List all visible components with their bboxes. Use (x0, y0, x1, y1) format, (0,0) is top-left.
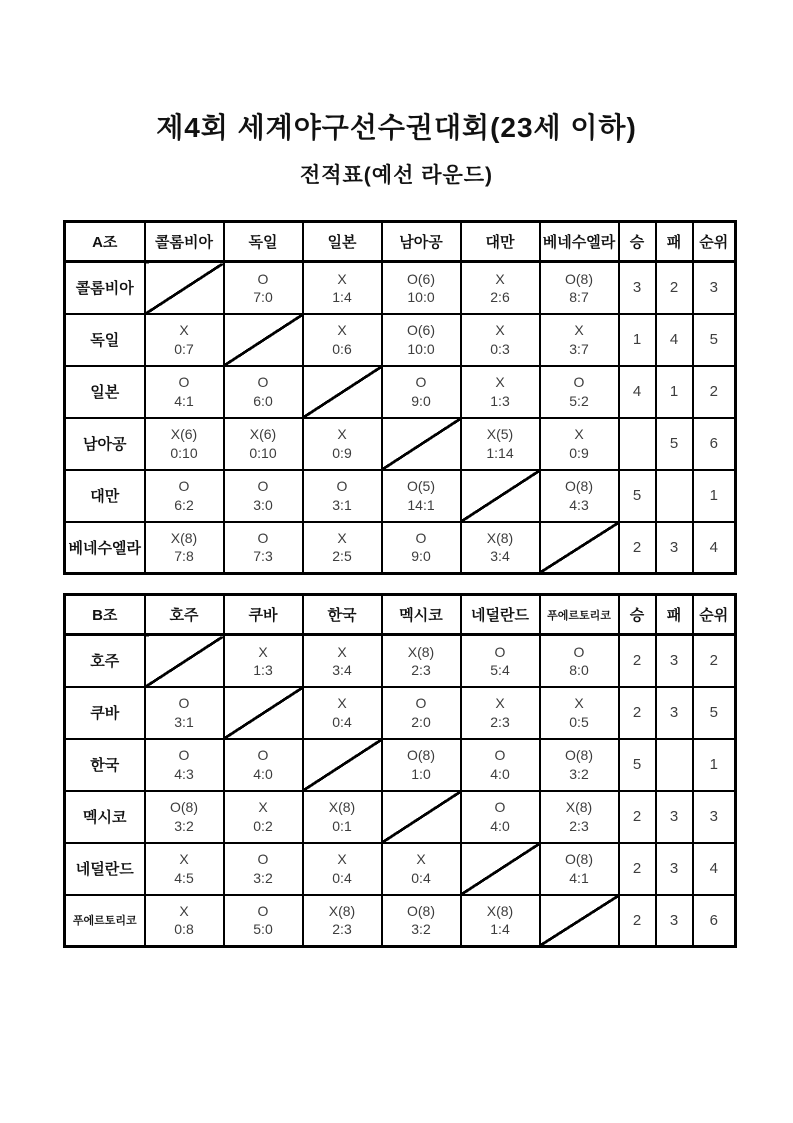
match-result: X (495, 695, 505, 712)
team-column-header: 일본 (303, 222, 382, 262)
team-row (65, 418, 736, 470)
match-result: X (495, 374, 505, 391)
losses-cell: 3 (656, 843, 693, 895)
match-result: O (573, 643, 585, 660)
match-cell (224, 262, 303, 314)
losses-cell (656, 739, 693, 791)
self-cell (303, 739, 382, 791)
match-cell (145, 314, 224, 366)
match-score: 5:0 (253, 921, 273, 938)
match-cell (540, 843, 619, 895)
match-result: X (179, 851, 189, 868)
match-result: O(8) (170, 799, 198, 816)
match-cell (145, 895, 224, 947)
rank-cell: 1 (693, 470, 736, 522)
match-cell (382, 687, 461, 739)
wins-cell: 2 (619, 843, 656, 895)
team-row (65, 843, 736, 895)
losses-cell: 3 (656, 687, 693, 739)
team-column-header: 대만 (461, 222, 540, 262)
rank-cell: 4 (693, 522, 736, 574)
rank-cell: 3 (693, 791, 736, 843)
match-result: O (415, 374, 427, 391)
match-score: 10:0 (407, 288, 435, 305)
self-cell (145, 262, 224, 314)
match-score: 2:5 (332, 548, 352, 565)
team-row (65, 262, 736, 314)
team-column-header: 콜롬비아 (145, 222, 224, 262)
match-cell (382, 843, 461, 895)
match-score: 8:7 (569, 288, 589, 305)
team-row-label: 콜롬비아 (65, 262, 145, 314)
match-score: 0:2 (253, 817, 273, 834)
match-score: 3:2 (253, 869, 273, 886)
losses-cell: 3 (656, 635, 693, 687)
match-result: O(8) (565, 747, 593, 764)
rank-cell: 1 (693, 739, 736, 791)
match-cell (540, 470, 619, 522)
match-result: X (495, 270, 505, 287)
match-result: O (178, 374, 190, 391)
losses-cell: 3 (656, 522, 693, 574)
match-cell (145, 791, 224, 843)
team-column-header: 네덜란드 (461, 595, 540, 635)
match-score: 10:0 (407, 340, 435, 357)
match-score: 3:4 (490, 548, 510, 565)
match-cell (540, 314, 619, 366)
match-result: X (337, 851, 347, 868)
match-score: 1:4 (490, 921, 510, 938)
match-score: 5:4 (490, 661, 510, 678)
match-score: 3:4 (332, 661, 352, 678)
match-cell (382, 470, 461, 522)
match-score: 0:10 (170, 444, 198, 461)
wins-cell: 2 (619, 635, 656, 687)
match-result: X (337, 322, 347, 339)
team-column-header: 쿠바 (224, 595, 303, 635)
match-result: X(8) (486, 903, 514, 920)
match-result: X(6) (170, 426, 198, 443)
rank-cell: 4 (693, 843, 736, 895)
match-cell (224, 635, 303, 687)
match-cell (303, 418, 382, 470)
match-cell (145, 739, 224, 791)
match-cell (303, 522, 382, 574)
match-cell (461, 418, 540, 470)
team-row (65, 895, 736, 947)
match-result: O (494, 747, 506, 764)
match-cell (224, 522, 303, 574)
match-score: 14:1 (407, 496, 435, 513)
match-cell (224, 366, 303, 418)
self-cell (145, 635, 224, 687)
team-column-header: 한국 (303, 595, 382, 635)
match-cell (382, 262, 461, 314)
tables-area (63, 220, 793, 948)
match-cell (224, 843, 303, 895)
rank-cell: 5 (693, 687, 736, 739)
match-score: 7:3 (253, 548, 273, 565)
team-column-header: 베네수엘라 (540, 222, 619, 262)
match-cell (461, 791, 540, 843)
losses-cell (656, 470, 693, 522)
losses-cell: 3 (656, 791, 693, 843)
team-row (65, 739, 736, 791)
losses-header: 패 (656, 222, 693, 262)
wins-cell: 2 (619, 791, 656, 843)
match-cell (224, 791, 303, 843)
match-score: 6:0 (253, 392, 273, 409)
team-row-label: 독일 (65, 314, 145, 366)
match-score: 4:5 (174, 869, 194, 886)
match-result: O (336, 478, 348, 495)
match-score: 4:1 (569, 869, 589, 886)
match-cell (145, 366, 224, 418)
match-score: 2:0 (411, 713, 431, 730)
match-cell (540, 635, 619, 687)
match-score: 3:1 (332, 496, 352, 513)
match-cell (303, 791, 382, 843)
match-cell (461, 895, 540, 947)
match-result: O(6) (407, 322, 435, 339)
team-row-label: 호주 (65, 635, 145, 687)
wins-cell: 5 (619, 470, 656, 522)
match-score: 1:4 (332, 288, 352, 305)
match-result: O (257, 270, 269, 287)
team-row-label: 한국 (65, 739, 145, 791)
match-cell (540, 418, 619, 470)
match-result: X(8) (407, 643, 435, 660)
match-result: O (415, 530, 427, 547)
match-result: X (337, 695, 347, 712)
team-row (65, 791, 736, 843)
match-cell (382, 635, 461, 687)
team-column-header: 푸에르토리코 (540, 595, 619, 635)
match-cell (145, 522, 224, 574)
match-cell (382, 314, 461, 366)
team-row (65, 687, 736, 739)
match-result: O (178, 478, 190, 495)
match-score: 7:8 (174, 548, 194, 565)
match-cell (461, 739, 540, 791)
losses-cell: 3 (656, 895, 693, 947)
match-result: X (495, 322, 505, 339)
match-cell (303, 843, 382, 895)
losses-cell: 1 (656, 366, 693, 418)
match-result: O (178, 747, 190, 764)
match-cell (461, 687, 540, 739)
match-result: X(8) (170, 530, 198, 547)
team-row (65, 522, 736, 574)
rank-header: 순위 (693, 595, 736, 635)
match-result: X (337, 426, 347, 443)
match-result: O (415, 695, 427, 712)
match-score: 4:0 (490, 765, 510, 782)
match-score: 4:3 (569, 496, 589, 513)
team-row-label: 네덜란드 (65, 843, 145, 895)
rank-cell: 6 (693, 895, 736, 947)
rank-cell: 2 (693, 366, 736, 418)
group-label: A조 (65, 222, 145, 262)
match-cell (540, 791, 619, 843)
wins-cell: 5 (619, 739, 656, 791)
team-row (65, 366, 736, 418)
match-cell (303, 314, 382, 366)
match-result: X(8) (328, 903, 356, 920)
match-cell (461, 635, 540, 687)
match-result: O (257, 851, 269, 868)
match-result: X (574, 322, 584, 339)
match-cell (540, 366, 619, 418)
match-score: 0:1 (332, 817, 352, 834)
page-title: 제4회 세계야구선수권대회(23세 이하) (156, 112, 637, 143)
match-score: 3:0 (253, 496, 273, 513)
match-score: 3:2 (411, 921, 431, 938)
match-score: 0:4 (332, 869, 352, 886)
match-score: 7:0 (253, 288, 273, 305)
match-score: 5:2 (569, 392, 589, 409)
match-score: 6:2 (174, 496, 194, 513)
match-cell (224, 470, 303, 522)
page-subtitle: 전적표(예선 라운드) (299, 164, 494, 187)
team-column-header: 멕시코 (382, 595, 461, 635)
match-score: 8:0 (569, 661, 589, 678)
self-cell (224, 314, 303, 366)
match-result: X (179, 903, 189, 920)
match-cell (224, 739, 303, 791)
team-column-header: 남아공 (382, 222, 461, 262)
team-row-label: 베네수엘라 (65, 522, 145, 574)
wins-cell (619, 418, 656, 470)
match-cell (224, 895, 303, 947)
wins-header: 승 (619, 595, 656, 635)
team-row-label: 대만 (65, 470, 145, 522)
match-result: X (179, 322, 189, 339)
match-result: X(8) (565, 799, 593, 816)
match-result: O (178, 695, 190, 712)
match-result: O(8) (565, 851, 593, 868)
match-score: 2:3 (490, 713, 510, 730)
team-row-label: 멕시코 (65, 791, 145, 843)
rank-cell: 3 (693, 262, 736, 314)
match-score: 0:4 (332, 713, 352, 730)
rank-cell: 5 (693, 314, 736, 366)
match-result: O (257, 478, 269, 495)
match-result: O(6) (407, 270, 435, 287)
match-cell (145, 470, 224, 522)
match-score: 0:4 (411, 869, 431, 886)
self-cell (382, 418, 461, 470)
match-result: X(6) (249, 426, 277, 443)
match-result: X(8) (486, 530, 514, 547)
match-result: O(8) (565, 478, 593, 495)
match-cell (461, 366, 540, 418)
match-result: O(8) (565, 270, 593, 287)
losses-cell: 2 (656, 262, 693, 314)
match-result: X (337, 270, 347, 287)
self-cell (540, 522, 619, 574)
wins-header: 승 (619, 222, 656, 262)
match-score: 0:10 (249, 444, 277, 461)
losses-header: 패 (656, 595, 693, 635)
match-cell (145, 418, 224, 470)
losses-cell: 5 (656, 418, 693, 470)
match-cell (382, 522, 461, 574)
rank-header: 순위 (693, 222, 736, 262)
wins-cell: 4 (619, 366, 656, 418)
match-result: O(8) (407, 903, 435, 920)
wins-cell: 1 (619, 314, 656, 366)
match-cell (382, 739, 461, 791)
match-score: 9:0 (411, 392, 431, 409)
match-score: 0:7 (174, 340, 194, 357)
match-score: 0:9 (569, 444, 589, 461)
match-score: 3:2 (569, 765, 589, 782)
match-score: 1:14 (486, 444, 514, 461)
match-cell (540, 262, 619, 314)
team-row-label: 푸에르토리코 (65, 895, 145, 947)
match-score: 2:6 (490, 288, 510, 305)
team-row (65, 314, 736, 366)
match-cell (382, 895, 461, 947)
match-cell (303, 687, 382, 739)
match-score: 1:0 (411, 765, 431, 782)
match-score: 1:3 (253, 661, 273, 678)
match-result: O (494, 643, 506, 660)
team-row-label: 일본 (65, 366, 145, 418)
match-result: X(8) (328, 799, 356, 816)
match-result: X(5) (486, 426, 514, 443)
match-result: O (494, 799, 506, 816)
match-score: 0:5 (569, 713, 589, 730)
match-score: 4:3 (174, 765, 194, 782)
match-score: 0:9 (332, 444, 352, 461)
match-cell (224, 418, 303, 470)
match-result: O (573, 374, 585, 391)
header-row (65, 222, 736, 262)
match-score: 0:6 (332, 340, 352, 357)
match-score: 2:3 (332, 921, 352, 938)
match-result: X (258, 643, 268, 660)
match-cell (145, 687, 224, 739)
losses-cell: 4 (656, 314, 693, 366)
self-cell (540, 895, 619, 947)
match-result: O (257, 530, 269, 547)
team-row-label: 남아공 (65, 418, 145, 470)
self-cell (382, 791, 461, 843)
rank-cell: 6 (693, 418, 736, 470)
group-label: B조 (65, 595, 145, 635)
match-score: 3:7 (569, 340, 589, 357)
match-score: 1:3 (490, 392, 510, 409)
team-row (65, 470, 736, 522)
match-score: 9:0 (411, 548, 431, 565)
match-result: O (257, 374, 269, 391)
match-score: 3:2 (174, 817, 194, 834)
team-column-header: 호주 (145, 595, 224, 635)
wins-cell: 2 (619, 895, 656, 947)
score-table-group-b (63, 593, 737, 948)
match-score: 3:1 (174, 713, 194, 730)
match-result: O(8) (407, 747, 435, 764)
match-cell (461, 522, 540, 574)
match-cell (303, 635, 382, 687)
team-column-header: 독일 (224, 222, 303, 262)
self-cell (461, 470, 540, 522)
match-score: 0:8 (174, 921, 194, 938)
wins-cell: 2 (619, 687, 656, 739)
match-score: 4:0 (490, 817, 510, 834)
match-cell (303, 895, 382, 947)
match-cell (540, 687, 619, 739)
header-row (65, 595, 736, 635)
match-result: X (337, 643, 347, 660)
match-result: X (416, 851, 426, 868)
match-result: O (257, 747, 269, 764)
match-result: X (574, 426, 584, 443)
match-result: O(5) (407, 478, 435, 495)
match-score: 2:3 (411, 661, 431, 678)
match-score: 0:3 (490, 340, 510, 357)
match-score: 2:3 (569, 817, 589, 834)
team-row (65, 635, 736, 687)
match-cell (540, 739, 619, 791)
wins-cell: 3 (619, 262, 656, 314)
score-table-group-a (63, 220, 737, 575)
match-cell (461, 314, 540, 366)
match-cell (303, 470, 382, 522)
match-result: X (337, 530, 347, 547)
wins-cell: 2 (619, 522, 656, 574)
self-cell (303, 366, 382, 418)
match-result: X (574, 695, 584, 712)
match-result: O (257, 903, 269, 920)
team-row-label: 쿠바 (65, 687, 145, 739)
match-score: 4:1 (174, 392, 194, 409)
match-cell (303, 262, 382, 314)
match-cell (461, 262, 540, 314)
match-score: 4:0 (253, 765, 273, 782)
rank-cell: 2 (693, 635, 736, 687)
self-cell (224, 687, 303, 739)
match-cell (145, 843, 224, 895)
match-cell (382, 366, 461, 418)
match-result: X (258, 799, 268, 816)
self-cell (461, 843, 540, 895)
